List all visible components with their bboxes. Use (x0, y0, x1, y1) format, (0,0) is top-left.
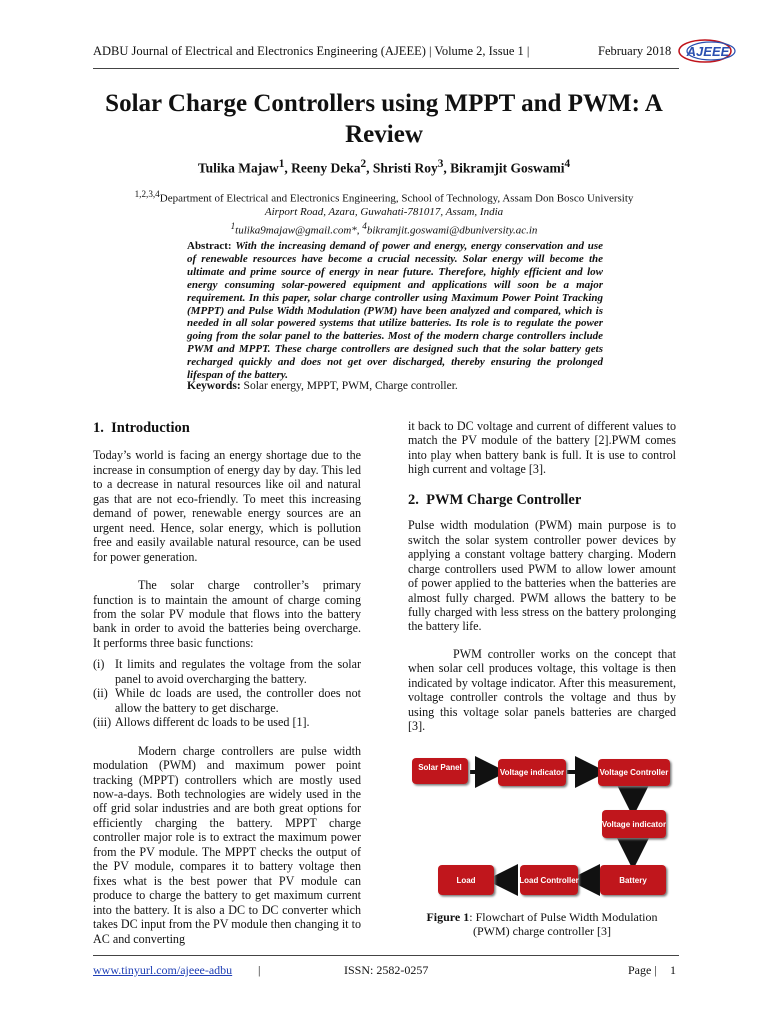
box-battery-label: Battery (619, 876, 647, 885)
author-sup: 2 (360, 158, 367, 170)
keywords-label: Keywords: (187, 380, 241, 392)
footer-page-number: 1 (670, 963, 676, 977)
logo-text: AJEEE (686, 44, 730, 59)
header-date: February 2018 (598, 44, 672, 58)
left-column (93, 421, 361, 946)
email-2[interactable]: bikramjit.goswami@dbuniversity.ac.in (366, 224, 538, 237)
box-load-controller-label: Load Controller (519, 876, 579, 885)
box-load-label: Load (456, 876, 476, 885)
list-item (93, 686, 361, 715)
list-number: (i) (93, 657, 105, 672)
affiliation-sup: 1,2,3,4 (134, 189, 160, 199)
section-number: 2. (408, 491, 419, 508)
author-name: Bikramjit Goswami (450, 160, 565, 176)
box-voltage-indicator-1-label: Voltage indicator (499, 768, 565, 777)
list-number: (iii) (93, 715, 112, 730)
list-text: It limits and regulates the voltage from the solar panel to avoid overcharging the battery. (115, 657, 361, 686)
email-1[interactable]: tulika9majaw@gmail.com*, (235, 224, 363, 237)
section-title: PWM Charge Controller (426, 491, 582, 508)
pwm-flowchart (410, 750, 674, 905)
section-number: 1. (93, 420, 104, 436)
box-solar-panel-label: Solar Panel (418, 763, 462, 772)
journal-header: ADBU Journal of Electrical and Electronics Engineering (AJEEE) | Volume 2, Issue 1 | (93, 44, 530, 58)
list-text: Allows different dc loads to be used [1]. (115, 715, 310, 730)
keywords-text: Solar energy, MPPT, PWM, Charge controller. (243, 380, 458, 392)
affiliation-line-2: Airport Road, Azara, Guwahati-781017, Assam, India (264, 206, 504, 219)
right-column (408, 419, 676, 734)
author-name: Reeny Deka (291, 160, 361, 176)
caption-label: Figure 1 (426, 910, 470, 924)
author-list: Tulika Majaw$^1$, Reeny Deka$^2$, Shristi Roy$^3$, Bikramjit Goswami$^4$ (197, 158, 571, 176)
keywords (187, 380, 603, 392)
author-sup: 1 (278, 158, 285, 170)
caption-text: : Flowchart of Pulse Width Modulation (469, 910, 658, 924)
affiliation-line-1: Department of Electrical and Electronics Engineering, School of Technology, Assam Don Bosco University (159, 192, 634, 205)
email-sup: 4 (362, 220, 367, 231)
pwm-paragraph-2: PWM controller works on the concept that when solar cell produces voltage, this voltage is then indicated by voltage indicator. After this measurement, voltage controller controls the voltage and thus by using this voltage solar panels batteries are charged [3]. (408, 646, 676, 734)
footer-issn: ISSN: 2582-0257 (344, 963, 429, 977)
footer-page-label: Page | (628, 963, 657, 977)
abstract (187, 240, 603, 382)
list-text: While dc loads are used, the controller does not allow the battery to get discharge. (115, 686, 361, 715)
footer-separator: | (258, 963, 261, 977)
section-heading-introduction (93, 421, 361, 435)
author-sup: 3 (437, 158, 444, 170)
email-sup: 1 (230, 220, 236, 231)
intro-paragraph-2: The solar charge controller’s primary function is to maintain the amount of charge coming from the solar PV module that flows into the battery bank in order to avoid the batteries being overcharge. It performs three basic functions: (93, 578, 361, 650)
author-name: Tulika Majaw (197, 160, 279, 176)
section-heading-pwm (408, 493, 676, 507)
list-number: (ii) (93, 686, 108, 701)
header-rule (93, 68, 679, 69)
author-name: Shristi Roy (372, 160, 438, 176)
list-item (93, 657, 361, 686)
box-voltage-indicator-2-label: Voltage indicator (601, 820, 667, 829)
title-line-1: Solar Charge Controllers using MPPT and PWM: A (105, 90, 663, 117)
footer-url-link[interactable]: www.tinyurl.com/ajeee-adbu (93, 963, 233, 977)
intro-paragraph-3: Modern charge controllers are pulse width modulation (PWM) and maximum power point tracking (MPPT) controllers which are mostly used now-a-days. Both technologies are widely used in the off grid solar industries and are both great options for efficiently charging the battery. MPPT charge controller major role is to extract the maximum power from the PV module. The MPPT checks the output of the PV module, compares it to battery voltage then fixes what is the best power that PV module can produce to charge the battery to get maximum current into the battery. It is also a DC to DC converter which takes DC input from the PV module then changing it to AC and converting (93, 743, 361, 946)
caption-line-2: (PWM) charge controller [3] (472, 924, 612, 938)
abstract-label: Abstract: (187, 240, 232, 252)
functions-list (93, 657, 361, 729)
footer-rule (93, 955, 679, 956)
box-voltage-controller-label: Voltage Controller (599, 768, 669, 777)
author-sup: 4 (564, 158, 571, 170)
continued-paragraph: it back to DC voltage and current of different values to match the PV module of the battery [2].PWM comes into play when battery bank is full. It is use to control high current and voltage [3]. (408, 419, 676, 477)
title-line-2: Review (345, 121, 423, 148)
affiliation (60, 188, 708, 238)
list-item (93, 715, 361, 729)
intro-paragraph-1: Today’s world is facing an energy shortage due to the increase in consumption of energy day by day. This led to a decrease in natural resources like oil and natural gas that are not eco-friendly. To meet this increasing demand of power, renewable energy sources are an urgent need. Hence, solar energy, which is pollution free and easily available natural resource, can be used for power generation. (93, 448, 361, 564)
pwm-paragraph-1: Pulse width modulation (PWM) main purpose is to switch the solar system controller power devices by applying a constant voltage battery charging. Modern charge controllers used PWM to allow lower amount of power applied to the batteries when the batteries are almost fully charged. PWM allows the battery to be fully charged with less stress on the battery prolonging the battery life. (408, 518, 676, 634)
paper-title (60, 88, 708, 150)
figure-caption (408, 910, 676, 938)
journal-logo (677, 36, 739, 66)
abstract-text: With the increasing demand of power and energy, energy conservation and use of renewable resources have become a crucial necessity. Solar energy will become the ultimate and prime source of energy in near future. Therefore, highly efficient and low energy consuming solar-powered equipment and applications will soon be a major requirement. In this paper, solar charge controller using Maximum Power Point Tracking (MPPT) and Pulse Width Modulation (PWM) have been analyzed and compared, which is needed in all solar powered systems that utilize batteries. Its role is to regulate the power going from the solar panel to the batteries. Most of the modern charge controllers include PWM and MPPT. These charge controllers are designed such that the solar battery gets recharged quickly and does not get over discharged, thereby ensuring the prolonged lifespan of the battery. (187, 240, 604, 382)
section-title: Introduction (111, 420, 190, 436)
